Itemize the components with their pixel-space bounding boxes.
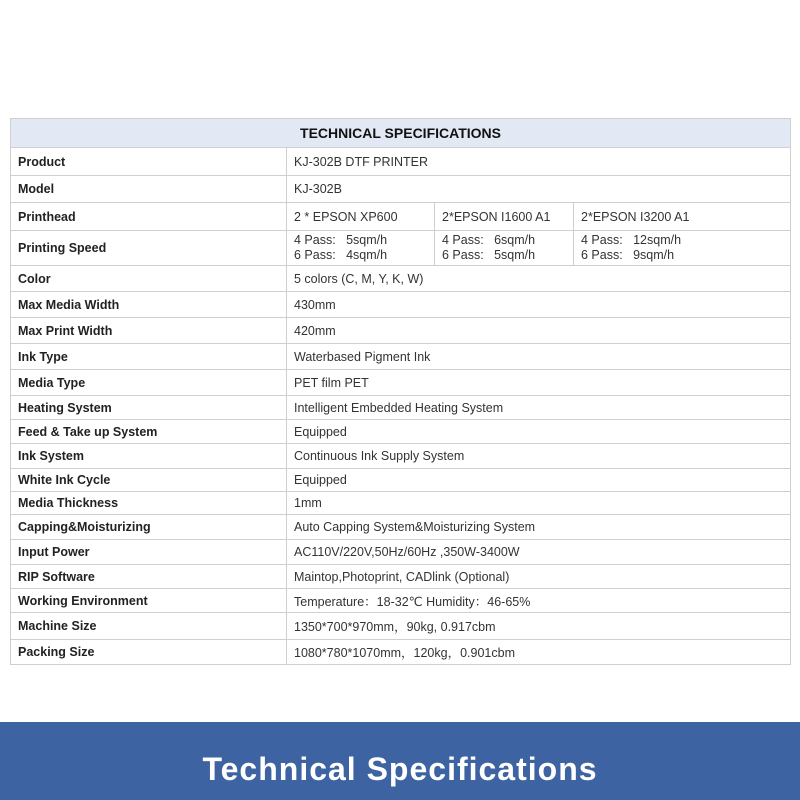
row-value: Continuous Ink Supply System (287, 444, 791, 469)
table-row (11, 613, 791, 640)
speed-line: 4 Pass: 12sqm/h (581, 233, 682, 247)
row-label: Product (11, 148, 287, 176)
table-row (11, 344, 791, 370)
row-value: 5 colors (C, M, Y, K, W) (287, 266, 791, 292)
row-value: 1080*780*1070mm，120kg，0.901cbm (287, 640, 791, 665)
row-label: Color (11, 266, 287, 292)
row-label: Max Media Width (11, 292, 287, 318)
table-row (11, 176, 791, 203)
row-value: Maintop,Photoprint, CADlink (Optional) (287, 565, 791, 589)
row-label: Model (11, 176, 287, 203)
table-row (11, 266, 791, 292)
row-value: Waterbased Pigment Ink (287, 344, 791, 370)
table-row (11, 515, 791, 540)
row-label: Media Type (11, 370, 287, 396)
table-row (11, 492, 791, 515)
printhead-option: 2*EPSON I3200 A1 (574, 203, 791, 231)
table-row (11, 420, 791, 444)
table-row (11, 148, 791, 176)
row-value: Temperature：18-32℃ Humidity：46-65% (287, 589, 791, 613)
table-row (11, 370, 791, 396)
row-value: 1350*700*970mm，90kg, 0.917cbm (287, 613, 791, 640)
row-value: Equipped (287, 420, 791, 444)
row-label: White Ink Cycle (11, 469, 287, 492)
printhead-option: 2*EPSON I1600 A1 (435, 203, 574, 231)
table-title: TECHNICAL SPECIFICATIONS (11, 119, 791, 148)
row-label: Media Thickness (11, 492, 287, 515)
table-row (11, 318, 791, 344)
row-value: Auto Capping System&Moisturizing System (287, 515, 791, 540)
spec-table (10, 118, 791, 665)
speed-option (287, 231, 435, 266)
row-value: KJ-302B DTF PRINTER (287, 148, 791, 176)
row-label: Ink Type (11, 344, 287, 370)
table-row (11, 396, 791, 420)
row-value: Equipped (287, 469, 791, 492)
row-label: Packing Size (11, 640, 287, 665)
row-label: RIP Software (11, 565, 287, 589)
row-value: 420mm (287, 318, 791, 344)
speed-line: 6 Pass: 5sqm/h (442, 248, 536, 262)
speed-line: 6 Pass: 9sqm/h (581, 248, 675, 262)
speed-option (435, 231, 574, 266)
printhead-option: 2 * EPSON XP600 (287, 203, 435, 231)
row-label: Working Environment (11, 589, 287, 613)
row-value: KJ-302B (287, 176, 791, 203)
table-row (11, 292, 791, 318)
table-row (11, 469, 791, 492)
speed-line: 4 Pass: 5sqm/h (294, 233, 388, 247)
row-label: Heating System (11, 396, 287, 420)
table-row (11, 589, 791, 613)
speed-line: 6 Pass: 4sqm/h (294, 248, 388, 262)
row-label: Feed & Take up System (11, 420, 287, 444)
table-row (11, 640, 791, 665)
row-label: Capping&Moisturizing (11, 515, 287, 540)
table-row (11, 540, 791, 565)
row-label: Machine Size (11, 613, 287, 640)
row-label: Printhead (11, 203, 287, 231)
table-row (11, 231, 791, 266)
row-value: Intelligent Embedded Heating System (287, 396, 791, 420)
table-row (11, 203, 791, 231)
row-label: Printing Speed (11, 231, 287, 266)
row-label: Input Power (11, 540, 287, 565)
speed-option (574, 231, 791, 266)
row-value: 1mm (287, 492, 791, 515)
row-label: Ink System (11, 444, 287, 469)
banner-title: Technical Specifications (202, 750, 598, 787)
row-value: PET film PET (287, 370, 791, 396)
row-value: AC110V/220V,50Hz/60Hz ,350W-3400W (287, 540, 791, 565)
speed-line: 4 Pass: 6sqm/h (442, 233, 536, 247)
table-row (11, 444, 791, 469)
table-row (11, 565, 791, 589)
row-value: 430mm (287, 292, 791, 318)
bottom-banner (0, 722, 800, 800)
row-label: Max Print Width (11, 318, 287, 344)
